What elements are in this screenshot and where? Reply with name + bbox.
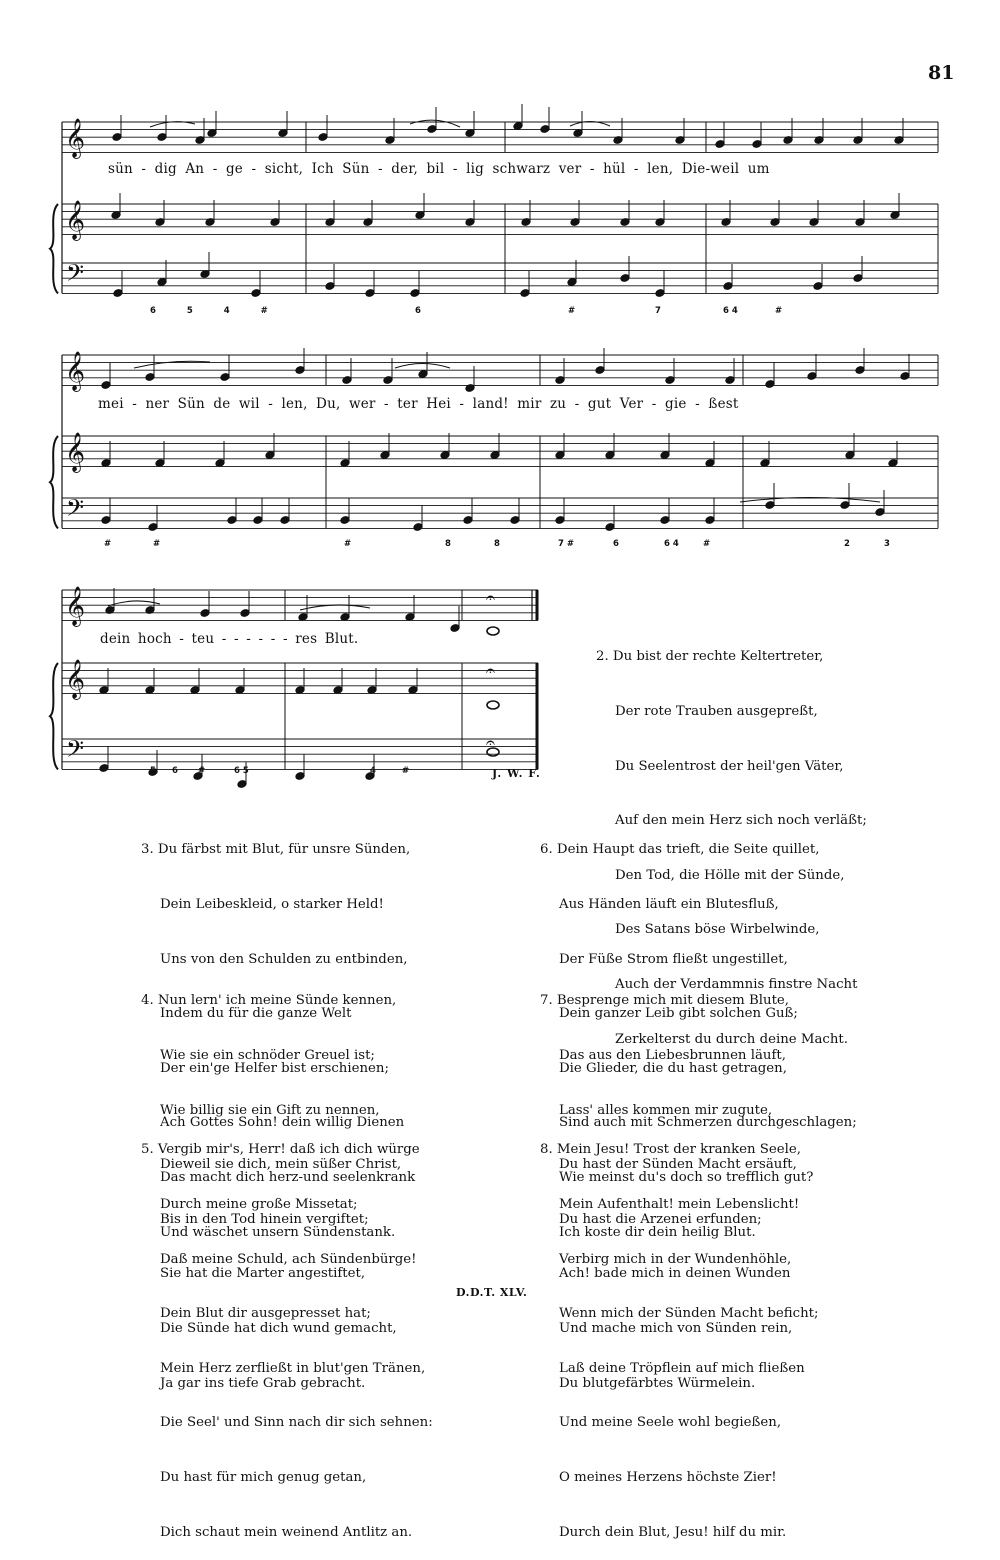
verse-8: 8. Mein Jesu! Trost der kranken Seele, Mein Aufenthalt! mein Lebenslicht! Verbirg mich in der Wundenhöhle, Wenn mich der Sünden Macht beficht; Laß deine Tröpflein auf mich fließen Und meine Seele wohl begießen, O meines Herzens höchste Zier! Durch dein Blut, Jesu! hilf du mir. xyxy=(540,1142,819,1540)
svg-text:𝄞: 𝄞 xyxy=(65,586,86,626)
svg-text:𝄞: 𝄞 xyxy=(65,118,86,158)
svg-text:𝄞: 𝄞 xyxy=(65,432,86,472)
svg-text:𝄞: 𝄞 xyxy=(65,200,86,240)
svg-text:𝄢: 𝄢 xyxy=(66,494,85,527)
figured-bass-3: 5 6 # 6 5 4 # xyxy=(150,766,410,776)
lyrics-system-2: mei - ner Sün de wil - len, Du, wer - ter Hei - land! mir zu - gut Ver - gie - ßest xyxy=(98,396,739,412)
svg-text:𝄐: 𝄐 xyxy=(486,661,495,680)
figured-bass-2: # # # 8 8 7 # 6 6 4 # 2 3 xyxy=(104,539,890,549)
figured-bass-1: 6 5 4 # 6 # 7 6 4 # xyxy=(150,306,783,316)
svg-text:𝄐: 𝄐 xyxy=(486,733,495,752)
verse-7: 7. Besprenge mich mit diesem Blute, Das aus den Liebesbrunnen läuft, Lass' alles kommen mir zugute, Du hast der Sünden Macht ersäuft, Du hast die Arzenei erfunden; Ach! bade mich in deinen Wunden Und mache mich von Sünden rein, Du blutgefärbtes Würmelein. xyxy=(540,993,797,1391)
verse-6: 6. Dein Haupt das trieft, die Seite quillet, Aus Händen läuft ein Blutesfluß, Der Füße Strom fließt ungestillet, Dein ganzer Leib gibt solchen Guß; Die Glieder, die du hast getragen, Sind auch mit Schmerzen durchgeschlagen; Wie meinst du's doch so trefflich gut? Ich koste dir dein heilig Blut. xyxy=(540,842,857,1240)
svg-text:𝄢: 𝄢 xyxy=(66,735,85,768)
svg-text:𝄞: 𝄞 xyxy=(65,351,86,391)
footer-reference: D.D.T. XLV. xyxy=(456,1286,528,1299)
verse-5: 5. Vergib mir's, Herr! daß ich dich würge Durch meine große Missetat; Daß meine Schuld, ach Sündenbürge! Dein Blut dir ausgepresset hat; Mein Herz zerfließt in blut'gen Tränen, Die Seel' und Sinn nach dir sich sehnen: Du hast für mich genug getan, Dich schaut mein weinend Antlitz an. xyxy=(141,1142,433,1540)
verse-4: 4. Nun lern' ich meine Sünde kennen, Wie sie ein schnöder Greuel ist; Wie billig sie ein Gift zu nennen, Dieweil sie dich, mein süßer Christ, Bis in den Tod hinein vergiftet; Sie hat die Marter angestiftet, Die Sünde hat dich wund gemacht, Ja gar ins tiefe Grab gebracht. xyxy=(141,993,402,1391)
svg-text:𝄢: 𝄢 xyxy=(66,259,85,292)
lyrics-system-3: dein hoch - teu - - - - - - res Blut. xyxy=(100,631,359,647)
svg-text:𝄞: 𝄞 xyxy=(65,659,86,699)
verse-3: 3. Du färbst mit Blut, für unsre Sünden, Dein Leibeskleid, o starker Held! Uns von den Schulden zu entbinden, Indem du für die ganze Welt Der ein'ge Helfer bist erschienen; Ach Gottes Sohn! dein willig Dienen Das macht dich herz-und seelenkrank Und wäschet unsern Sündenstank. xyxy=(141,842,416,1240)
svg-text:𝄐: 𝄐 xyxy=(486,588,495,607)
verse-2: 2. Du bist der rechte Keltertreter, Der rote Trauben ausgepreßt, Du Seelentrost der heil'gen Väter, Auf den mein Herz sich noch verläßt; Den Tod, die Hölle mit der Sünde, Des Satans böse Wirbelwinde, Auch der Verdammnis finstre Nacht Zerkelterst du durch deine Macht. xyxy=(596,649,867,1047)
composer-attribution: J. W. F. xyxy=(492,767,541,780)
page-number: 81 xyxy=(928,62,955,84)
lyrics-system-1: sün - dig An - ge - sicht, Ich Sün - der, bil - lig schwarz ver - hül - len, Die-weil um xyxy=(108,161,770,177)
